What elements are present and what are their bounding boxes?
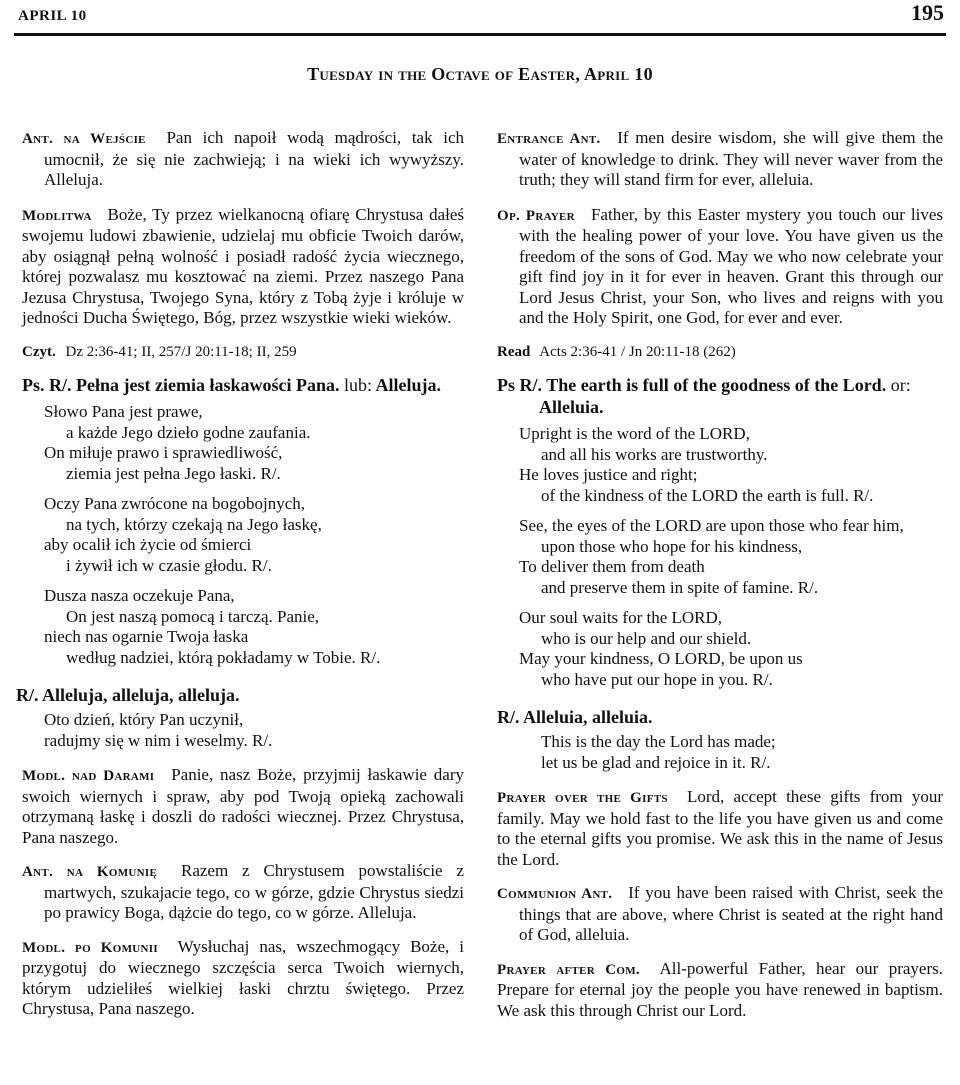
verse-line: według nadziei, którą pokładamy w Tobie. R/. (66, 647, 381, 667)
prayer-after-communion (22, 937, 464, 1020)
verse-line: To deliver them from death (519, 557, 705, 576)
verse-line: upon those who hope for his kindness, (541, 536, 803, 556)
verse-line: who is our help and our shield. (541, 628, 752, 648)
polish-column (16, 128, 465, 1033)
section-text: If men desire wisdom, she will give them the water of knowledge to drink. They will never waver from the truth; they will stand firm for ever, alleluia. (519, 128, 943, 189)
verse-line: na tych, którzy czekają na Jego łaskę, (66, 514, 322, 534)
section-label: Communion Ant. (497, 886, 613, 902)
verse-line: niech nas ogarnie Twoja łaska (44, 627, 249, 646)
collect-prayer (22, 205, 464, 329)
section-text: Boże, Ty przez wielkanocną ofiarę Chrystusa dałeś swojemu ludowi zbawienie, udzielaj mu obficie Twoich darów, aby osiągnął pełną wolność i posiadł radość życia wiecznego, której pozwalasz mu kosztować na ziemi. Przez naszego Pana Jezusa Chrystusa, Twojego Syna, który z Tobą żyje i króluje w jedności Ducha Świętego, Bóg, przez wszystkie wieki wieków. (22, 204, 465, 327)
entrance-antiphon (497, 128, 943, 191)
alleluia-text: Alleluja, alleluja, alleluja. (42, 685, 240, 705)
verse-line: He loves justice and right; (519, 465, 698, 484)
verse-line: i żywił ich w czasie głodu. R/. (66, 555, 272, 575)
verse-line: a każde Jego dzieło godne zaufania. (66, 422, 311, 442)
collect-prayer (497, 205, 943, 329)
verse-line: On miłuje prawo i sprawiedliwość, (44, 443, 283, 462)
alleluia-verse (44, 710, 464, 751)
page-number: 195 (911, 0, 944, 25)
verse-line: On jest naszą pomocą i tarczą. Panie, (66, 606, 320, 626)
psalm-alt: Alleluia. (539, 397, 604, 417)
section-text: Razem z Chrystusem powstaliście z martwych, szukajacie tego, co w górze, gdzie Chrystus siedzi po prawicy Boga, dążcie do tego, co w górze. Alleluja. (44, 861, 464, 922)
readings-label: Czyt. (22, 343, 56, 360)
prayer-after-communion (497, 959, 943, 1022)
alleluia-prefix: R/. (497, 707, 520, 727)
alleluia-response (16, 684, 464, 706)
section-label: Modl. nad Darami (22, 768, 155, 784)
verse-line: ziemia jest pełna Jego łaski. R/. (66, 463, 281, 483)
psalm-prefix: Ps R/. (497, 375, 542, 395)
psalm-alt: Alleluja. (375, 375, 442, 395)
verse-line: radujmy się w nim i weselmy. R/. (44, 730, 273, 750)
section-text: Pan ich napoił wodą mądrości, tak ich umocnił, że się nie zachwieją; i na wieki ich wywyższy. Alleluja. (44, 128, 465, 189)
section-label: Ant. na Wejście (22, 131, 146, 147)
verse-line: Oto dzień, który Pan uczynił, (44, 710, 244, 729)
psalm-stanza (44, 494, 464, 576)
psalm-response-text: The earth is full of the goodness of the Lord. (546, 375, 887, 395)
psalm-stanza (44, 586, 464, 668)
english-column (497, 128, 943, 1034)
verse-line: of the kindness of the LORD the earth is full. R/. (541, 485, 874, 505)
verse-line: who have put our hope in you. R/. (541, 669, 773, 689)
communion-antiphon (497, 883, 943, 946)
psalm-stanza (519, 516, 943, 598)
psalm-response (497, 374, 943, 418)
communion-antiphon (22, 861, 464, 924)
alleluia-verse (541, 732, 943, 773)
alleluia-text: Alleluia, alleluia. (523, 707, 653, 727)
psalm-or: lub: (343, 375, 372, 395)
psalm-response-text: Pełna jest ziemia łaskawości Pana. (76, 375, 340, 395)
verse-line: Słowo Pana jest prawe, (44, 402, 203, 421)
readings-text: Acts 2:36-41 / Jn 20:11-18 (262) (539, 343, 736, 360)
verse-line: This is the day the Lord has made; (541, 732, 776, 751)
section-text: All-powerful Father, hear our prayers. Prepare for eternal joy the people you have renewed in baptism. We ask this through Christ our Lord. (497, 958, 944, 1020)
prayer-over-gifts (497, 787, 943, 870)
section-text: Lord, accept these gifts from your family. May we hold fast to the life you have given us and come to the eternal gifts you promise. We ask this in the name of Jesus the Lord. (497, 787, 944, 869)
entrance-antiphon (22, 128, 464, 191)
section-text: Father, by this Easter mystery you touch our lives with the healing power of your love. You have given us the freedom of the sons of God. May we who now celebrate your gift find joy in it for ever in heaven. Grant this through our Lord Jesus Christ, your Son, who lives and reigns with you and the Holy Spirit, one God, for ever and ever. (519, 204, 944, 327)
psalm-stanza (44, 402, 464, 484)
section-label: Op. Prayer (497, 207, 575, 224)
verse-line: May your kindness, O LORD, be upon us (519, 649, 803, 668)
section-label: Prayer after Com. (497, 961, 640, 978)
psalm-response (22, 374, 464, 396)
section-label: Modl. po Komunii (22, 939, 158, 956)
psalm-stanza (519, 424, 943, 506)
psalm-prefix: Ps. R/. (22, 375, 72, 395)
verse-line: Oczy Pana zwrócone na bogobojnych, (44, 494, 306, 513)
section-text: Panie, nasz Boże, przyjmij łaskawie dary swoich wiernych i spraw, aby pod Twoją opieką zachowali otrzymaną łaskę i doszli do radości wiecznej. Przez Chrystusa, Pana naszego. (22, 765, 465, 847)
alleluia-response (497, 706, 943, 728)
verse-line: Our soul waits for the LORD, (519, 608, 723, 627)
verse-line: let us be glad and rejoice in it. R/. (541, 752, 771, 772)
readings-text: Dz 2:36-41; II, 257/J 20:11-18; II, 259 (65, 343, 297, 360)
verse-line: and preserve them in spite of famine. R/. (541, 577, 819, 597)
alleluia-prefix: R/. (16, 685, 39, 705)
prayer-over-gifts (22, 765, 464, 848)
header-rule (14, 33, 946, 36)
section-label: Ant. na Komunię (22, 864, 158, 880)
readings-reference (497, 342, 943, 363)
verse-line: and all his works are trustworthy. (541, 444, 768, 464)
section-label: Entrance Ant. (497, 131, 601, 147)
section-label: Prayer over the Gifts (497, 790, 668, 806)
section-label: Modlitwa (22, 207, 92, 224)
readings-label: Read (497, 343, 531, 360)
verse-line: Upright is the word of the LORD, (519, 424, 750, 443)
day-title: Tuesday in the Octave of Easter, April 10 (307, 64, 653, 84)
readings-reference (22, 342, 464, 363)
psalm-or: or: (890, 375, 911, 395)
verse-line: aby ocalił ich życie od śmierci (44, 535, 252, 554)
section-text: If you have been raised with Christ, seek the things that are above, where Christ is seated at the right hand of God, alleluia. (519, 883, 944, 944)
psalm-stanza (519, 608, 943, 690)
running-head: APRIL 10 (18, 8, 87, 24)
verse-line: Dusza nasza oczekuje Pana, (44, 586, 235, 605)
section-text: Wysłuchaj nas, wszechmogący Boże, i przygotuj do wiecznego szczęścia serca Twoich wiernych, którym udzieliłeś wielkiej łaski chrztu świętego. Przez Chrystusa, Pana naszego. (22, 936, 465, 1018)
verse-line: See, the eyes of the LORD are upon those who fear him, (519, 516, 904, 535)
